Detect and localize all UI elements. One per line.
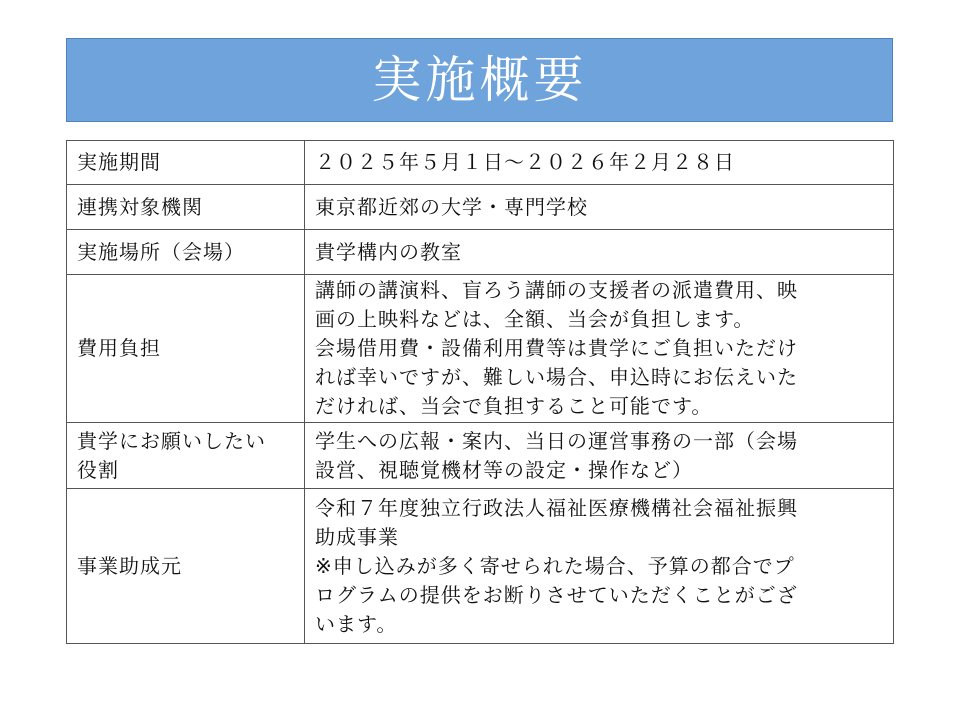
row-value [305,275,894,423]
value-line: ２０２５年５月１日～２０２６年２月２８日 [315,150,735,174]
row-value [305,489,894,644]
row-value [305,185,894,230]
table-row-role [67,423,894,489]
label-line: 実施場所（会場） [77,239,245,264]
table-row-partner [67,185,894,230]
row-label [67,275,305,423]
overview-table [66,140,894,644]
value-line: 東京都近郊の大学・専門学校 [315,194,588,219]
row-label [67,423,305,489]
row-value [305,230,894,275]
label-line: 役割 [77,457,119,482]
table-row-funding [67,489,894,644]
label-line: 事業助成元 [77,553,182,578]
value-line: 設営、視聴覚機材等の設定・操作など） [315,457,693,482]
table-row-period [67,141,894,185]
label-line: 実施期間 [77,150,161,174]
value-line: ログラムの提供をお断りさせていただくことがござ [315,582,798,607]
label-line: 費用負担 [77,336,161,360]
row-label [67,185,305,230]
row-value [305,141,894,185]
row-value [305,423,894,489]
row-label [67,141,305,185]
value-line: れば幸いですが、難しい場合、申込時にお伝えいた [315,365,798,389]
value-line: 講師の講演料、盲ろう講師の支援者の派遣費用、映 [315,278,798,302]
value-line: 令和７年度独立行政法人福祉医療機構社会福祉振興 [315,495,798,520]
row-label [67,489,305,644]
value-line: 助成事業 [315,524,399,549]
table-row-venue [67,230,894,275]
title-banner [66,38,893,122]
value-line: 貴学構内の教室 [315,239,462,264]
value-line: 学生への広報・案内、当日の運営事務の一部（会場 [315,428,798,453]
label-line: 貴学にお願いしたい [77,428,266,453]
label-line: 連携対象機関 [77,194,203,219]
value-line: ※申し込みが多く寄せられた場合、予算の都合でプ [315,553,795,578]
table-row-cost [67,275,894,423]
page-title: 実施概要 [371,51,588,109]
value-line: います。 [315,611,398,636]
value-line: 会場借用費・設備利用費等は貴学にご負担いただけ [315,336,798,360]
row-label [67,230,305,275]
value-line: 画の上映料などは、全額、当会が負担します。 [315,307,755,331]
value-line: だければ、当会で負担すること可能です。 [315,394,713,418]
